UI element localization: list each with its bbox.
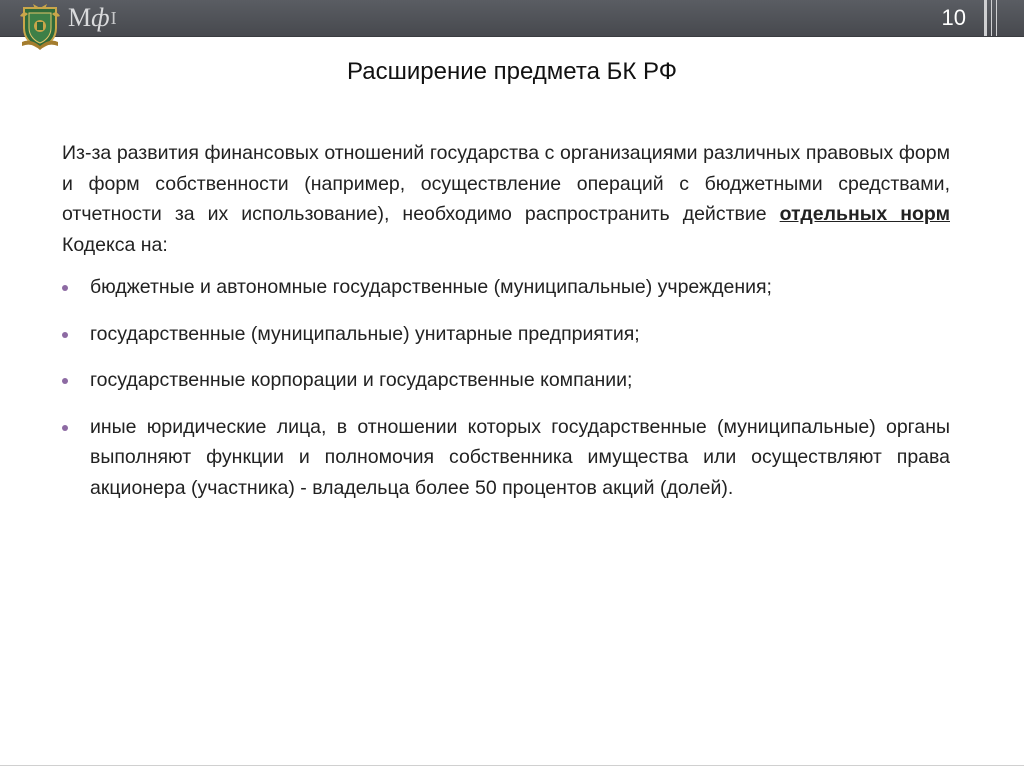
list-item	[62, 412, 950, 504]
intro-text: Из-за развития финансовых отношений государства с организациями различных правовых форм и форм собственности (например, осуществление операций с бюджетными средствами, отчетности за их использование), необходимо распространить действие	[62, 142, 950, 225]
list-item	[62, 319, 950, 350]
list-item	[62, 272, 950, 303]
brand-bar: I	[110, 8, 117, 28]
intro-paragraph	[62, 138, 950, 260]
header-divider-lines	[982, 0, 1006, 36]
bullet-dot-icon	[62, 332, 68, 338]
header-bar	[0, 0, 1024, 37]
slide-title: Расширение предмета БК РФ	[347, 58, 677, 85]
brand-letter-m: М	[68, 3, 92, 32]
list-item-text: государственные (муниципальные) унитарные предприятия;	[90, 322, 640, 345]
intro-tail: Кодекса на:	[62, 233, 168, 256]
crest-emblem-icon	[18, 2, 62, 50]
brand-letter-f: ф	[91, 3, 110, 32]
bullet-dot-icon	[62, 425, 68, 431]
slide-body	[62, 138, 950, 519]
list-item	[62, 365, 950, 396]
list-item-text: государственные корпорации и государственные компании;	[90, 369, 633, 391]
list-item-text: иные юридические лица, в отношении которых государственные (муниципальные) органы выполняют функции и полномочия собственника имущества или осуществляют права акционера (участника) - владельца более 50 процентов акций (долей).	[90, 415, 950, 499]
bullet-dot-icon	[62, 285, 68, 291]
brand-wordmark	[68, 4, 117, 32]
slide-number: 10	[941, 5, 966, 30]
bullet-dot-icon	[62, 378, 68, 384]
footer-divider	[0, 765, 1024, 766]
list-item-text: бюджетные и автономные государственные (муниципальные) учреждения;	[90, 276, 772, 298]
bullet-list	[62, 272, 950, 503]
intro-emphasis: отдельных норм	[779, 203, 950, 225]
